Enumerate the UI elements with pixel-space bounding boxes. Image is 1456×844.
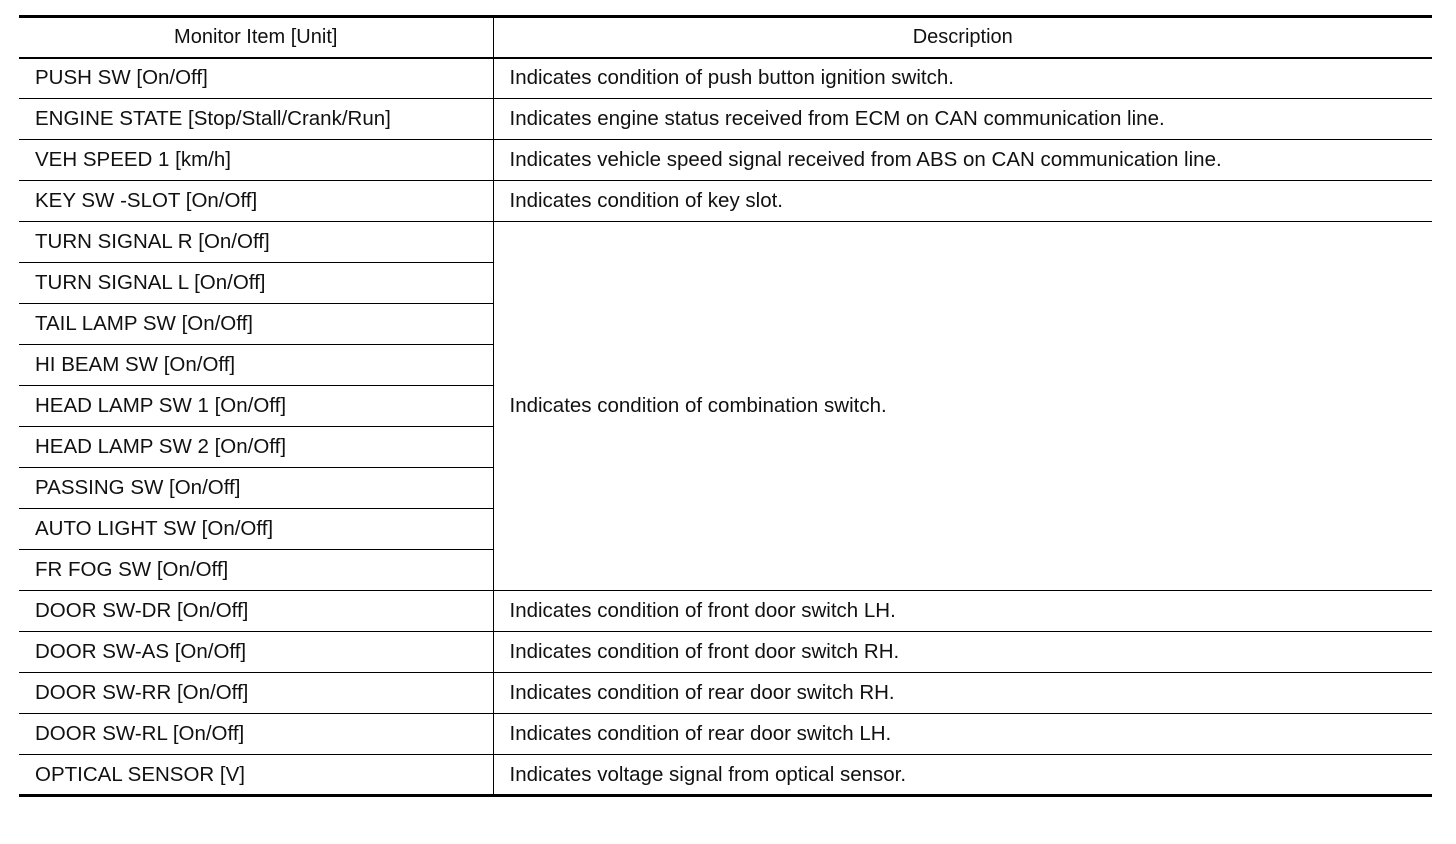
monitor-item-cell: AUTO LIGHT SW [On/Off]: [19, 509, 493, 550]
description-cell: Indicates condition of front door switch LH.: [493, 591, 1432, 632]
table-row: [19, 632, 1432, 673]
monitor-item-cell: OPTICAL SENSOR [V]: [19, 755, 493, 796]
monitor-item-cell: TURN SIGNAL L [On/Off]: [19, 263, 493, 304]
table-row: [19, 99, 1432, 140]
header-description: Description: [493, 17, 1432, 58]
monitor-item-cell: HI BEAM SW [On/Off]: [19, 345, 493, 386]
table-header-row: [19, 17, 1432, 58]
table-row: [19, 181, 1432, 222]
header-monitor-item: Monitor Item [Unit]: [19, 17, 493, 58]
monitor-item-cell: HEAD LAMP SW 2 [On/Off]: [19, 427, 493, 468]
monitor-item-cell: DOOR SW-RR [On/Off]: [19, 673, 493, 714]
monitor-item-cell: DOOR SW-RL [On/Off]: [19, 714, 493, 755]
table-row: [19, 222, 1432, 263]
monitor-item-cell: FR FOG SW [On/Off]: [19, 550, 493, 591]
monitor-item-cell: HEAD LAMP SW 1 [On/Off]: [19, 386, 493, 427]
description-cell: Indicates voltage signal from optical sensor.: [509, 762, 907, 786]
monitor-item-cell: PASSING SW [On/Off]: [19, 468, 493, 509]
table-row: [19, 140, 1432, 181]
monitor-item-cell: TAIL LAMP SW [On/Off]: [19, 304, 493, 345]
description-cell: Indicates condition of front door switch RH.: [493, 632, 1432, 673]
monitor-item-cell: DOOR SW-DR [On/Off]: [19, 591, 493, 632]
description-cell: Indicates condition of key slot.: [493, 181, 1432, 222]
description-cell: Indicates engine status received from ECM on CAN communication line.: [493, 99, 1432, 140]
table-row: [19, 591, 1432, 632]
monitor-item-cell: PUSH SW [On/Off]: [19, 58, 493, 99]
table-row: [19, 714, 1432, 755]
table-row: [19, 58, 1432, 99]
monitor-item-cell: ENGINE STATE [Stop/Stall/Crank/Run]: [19, 99, 493, 140]
description-cell: Indicates vehicle speed signal received from ABS on CAN communication line.: [493, 140, 1432, 181]
description-cell: Indicates condition of combination switch.: [493, 222, 1432, 591]
monitor-item-table: [19, 15, 1432, 797]
description-cell: Indicates condition of rear door switch RH.: [493, 673, 1432, 714]
monitor-item-cell: DOOR SW-AS [On/Off]: [19, 632, 493, 673]
monitor-item-cell: KEY SW -SLOT [On/Off]: [19, 181, 493, 222]
description-cell: Indicates condition of push button ignition switch.: [493, 58, 1432, 99]
table-row: [19, 755, 1432, 796]
description-cell: Indicates condition of rear door switch LH.: [493, 714, 1432, 755]
monitor-item-cell: TURN SIGNAL R [On/Off]: [19, 222, 493, 263]
table-body: [19, 58, 1432, 796]
monitor-item-cell: VEH SPEED 1 [km/h]: [19, 140, 493, 181]
table-row: [19, 673, 1432, 714]
